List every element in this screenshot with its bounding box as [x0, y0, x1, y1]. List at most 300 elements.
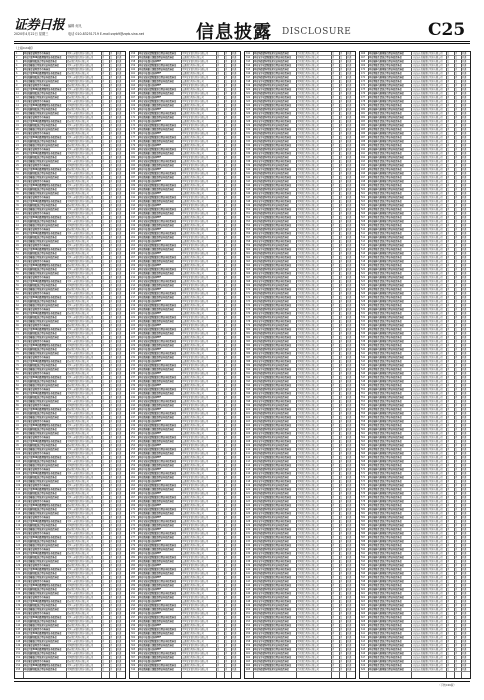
- flag-cell: 否: [332, 408, 339, 412]
- flag-cell: 否: [217, 600, 224, 604]
- flag-cell: 开通: [117, 516, 126, 520]
- row-seq: 440: [246, 568, 253, 572]
- flag-cell: 否: [332, 608, 339, 612]
- custodian-name: 兴业银行股份有限公司: [297, 52, 331, 56]
- fund-name: 华安现金富利货币市场基金: [24, 548, 66, 552]
- flag-cell: 否: [217, 112, 224, 116]
- flag-cell: 否: [332, 152, 339, 156]
- flag-cell: 否: [110, 332, 116, 336]
- flag-cell: 是: [340, 520, 346, 524]
- flag-cell: 开通: [347, 80, 356, 84]
- custodian-name: 中国农业银行股份有限公司: [182, 292, 216, 296]
- flag-cell: 开通: [347, 476, 356, 480]
- flag-cell: 开通: [347, 92, 356, 96]
- flag-cell: 开通: [117, 500, 126, 504]
- flag-cell: 开通: [462, 624, 471, 628]
- flag-cell: 是: [102, 140, 109, 144]
- flag-cell: 是: [217, 476, 224, 480]
- row-seq: 266: [131, 492, 138, 496]
- row-seq: 498: [361, 180, 368, 184]
- custodian-name: 中国工商银行股份有限公司: [67, 280, 101, 284]
- fund-name: 华安现金富利货币市场基金: [24, 468, 66, 472]
- flag-cell: 开通: [347, 608, 356, 612]
- flag-cell: 开通: [117, 620, 126, 624]
- flag-cell: 否: [455, 460, 461, 464]
- custodian-name: 中国工商银行股份有限公司: [67, 220, 101, 224]
- flag-cell: 是: [217, 116, 224, 120]
- flag-cell: 是: [332, 348, 339, 352]
- custodian-name: 中国建设银行股份有限公司: [67, 404, 101, 408]
- flag-cell: 否: [217, 160, 224, 164]
- flag-cell: 是: [332, 516, 339, 520]
- flag-cell: 开通: [117, 424, 126, 428]
- row-seq: 299: [131, 624, 138, 628]
- flag-cell: 开通: [232, 192, 241, 196]
- custodian-name: 上海浦东发展银行股份有限公司: [412, 208, 446, 212]
- row-seq: 540: [361, 348, 368, 352]
- row-seq: 347: [246, 196, 253, 200]
- flag-cell: 是: [225, 264, 231, 268]
- flag-cell: 是: [340, 112, 346, 116]
- custodian-name: 交通银行股份有限公司: [182, 432, 216, 436]
- flag-cell: 否: [217, 648, 224, 652]
- fund-name: 华安中证细分医药ETF: [139, 528, 181, 532]
- flag-cell: 开通: [347, 532, 356, 536]
- flag-cell: 否: [447, 152, 454, 156]
- fund-name: 华安现金富利货币市场基金: [24, 84, 66, 88]
- flag-cell: 是: [447, 564, 454, 568]
- fund-name: 华安安享灵活配置混合型证券投资基金: [254, 552, 296, 556]
- flag-cell: 是: [447, 148, 454, 152]
- flag-cell: 开通: [117, 400, 126, 404]
- flag-cell: 否: [225, 516, 231, 520]
- custodian-name: 中国银行股份有限公司: [297, 376, 331, 380]
- flag-cell: 是: [225, 192, 231, 196]
- custodian-name: 交通银行股份有限公司: [182, 576, 216, 580]
- custodian-name: 交通银行股份有限公司: [182, 560, 216, 564]
- custodian-name: 中国农业银行股份有限公司: [182, 92, 216, 96]
- fund-name: 华安添颐混合型发起式证券投资基金: [24, 96, 66, 100]
- custodian-name: 中国农业银行股份有限公司: [182, 148, 216, 152]
- continuation-caption: （上接C24版）: [14, 46, 35, 50]
- flag-cell: 否: [455, 380, 461, 384]
- custodian-name: 中国建设银行股份有限公司: [67, 380, 101, 384]
- custodian-name: 兴业银行股份有限公司: [297, 492, 331, 496]
- row-seq: 271: [131, 512, 138, 516]
- flag-cell: 否: [225, 212, 231, 216]
- flag-cell: 否: [225, 188, 231, 192]
- row-seq: 394: [246, 384, 253, 388]
- flag-cell: 否: [110, 148, 116, 152]
- flag-cell: 是: [340, 552, 346, 556]
- flag-cell: 开通: [462, 288, 471, 292]
- flag-cell: 否: [332, 88, 339, 92]
- custodian-name: 招商银行股份有限公司: [67, 312, 101, 316]
- flag-cell: 开通: [117, 480, 126, 484]
- flag-cell: 否: [340, 348, 346, 352]
- custodian-name: 中国建设银行股份有限公司: [67, 284, 101, 288]
- custodian-name: 中国农业银行股份有限公司: [182, 660, 216, 664]
- row-seq: 345: [246, 188, 253, 192]
- flag-cell: 是: [332, 268, 339, 272]
- flag-cell: 否: [102, 432, 109, 436]
- flag-cell: 是: [447, 308, 454, 312]
- flag-cell: 是: [340, 592, 346, 596]
- flag-cell: 是: [225, 216, 231, 220]
- flag-cell: 否: [332, 224, 339, 228]
- custodian-name: 中国银行股份有限公司: [297, 176, 331, 180]
- flag-cell: 开通: [462, 336, 471, 340]
- fund-name: 华安中证细分医药ETF: [139, 468, 181, 472]
- fund-name: 华安安康灵活配置混合型证券投资基金: [139, 244, 181, 248]
- flag-cell: 开通: [232, 164, 241, 168]
- flag-cell: 是: [340, 384, 346, 388]
- flag-cell: 否: [455, 596, 461, 600]
- custodian-name: 上海浦东发展银行股份有限公司: [412, 632, 446, 636]
- flag-cell: 否: [332, 176, 339, 180]
- flag-cell: 否: [340, 412, 346, 416]
- fund-name: 华安安享灵活配置混合型证券投资基金: [254, 296, 296, 300]
- flag-cell: 开通: [347, 604, 356, 608]
- fund-name: 华安添颐混合型发起式证券投资基金: [24, 208, 66, 212]
- flag-cell: 否: [102, 216, 109, 220]
- custodian-name: 中国农业银行股份有限公司: [182, 348, 216, 352]
- flag-cell: 否: [332, 640, 339, 644]
- row-seq: 202: [131, 236, 138, 240]
- flag-cell: 是: [340, 304, 346, 308]
- custodian-name: 上海浦东发展银行股份有限公司: [412, 232, 446, 236]
- row-seq: 399: [246, 404, 253, 408]
- flag-cell: 开通: [347, 528, 356, 532]
- row-seq: 357: [246, 236, 253, 240]
- flag-cell: 开通: [462, 460, 471, 464]
- fund-name: 华安安康灵活配置混合型证券投资基金: [139, 400, 181, 404]
- row-seq: 248: [131, 420, 138, 424]
- fund-name: 华安安享灵活配置混合型证券投资基金: [254, 272, 296, 276]
- fund-name: 华安智能生活混合型证券投资基金: [369, 56, 411, 60]
- row-seq: 63: [16, 300, 23, 304]
- fund-name: 华安安康灵活配置混合型证券投资基金: [139, 136, 181, 140]
- flag-cell: 开通: [232, 464, 241, 468]
- flag-cell: 是: [225, 256, 231, 260]
- custodian-name: 上海浦东发展银行股份有限公司: [412, 180, 446, 184]
- custodian-name: 中国银行股份有限公司: [297, 104, 331, 108]
- flag-cell: 是: [217, 292, 224, 296]
- fund-name: 华安纯债债券型发起式证券投资基金: [254, 252, 296, 256]
- row-seq: 259: [131, 464, 138, 468]
- flag-cell: 开通: [232, 520, 241, 524]
- row-seq: 269: [131, 504, 138, 508]
- flag-cell: 否: [455, 484, 461, 488]
- row-seq: 343: [246, 180, 253, 184]
- flag-cell: 是: [217, 388, 224, 392]
- row-seq: 313: [246, 60, 253, 64]
- flag-cell: 开通: [347, 408, 356, 412]
- flag-cell: 否: [455, 564, 461, 568]
- custodian-name: 上海浦东发展银行股份有限公司: [412, 524, 446, 528]
- row-seq: 261: [131, 472, 138, 476]
- flag-cell: 开通: [347, 72, 356, 76]
- fund-name: 华安媒体互联网混合型证券投资基金: [369, 60, 411, 64]
- flag-cell: 开通: [232, 564, 241, 568]
- flag-cell: 是: [332, 588, 339, 592]
- custodian-name: 兴业银行股份有限公司: [297, 572, 331, 576]
- custodian-name: 上海浦东发展银行股份有限公司: [412, 492, 446, 496]
- row-seq: 443: [246, 580, 253, 584]
- flag-cell: 是: [217, 548, 224, 552]
- fund-name: 华安现金富利货币市场基金: [24, 196, 66, 200]
- flag-cell: 是: [217, 76, 224, 80]
- flag-cell: 是: [332, 148, 339, 152]
- flag-cell: 开通: [117, 600, 126, 604]
- flag-cell: 开通: [117, 100, 126, 104]
- flag-cell: 开通: [232, 76, 241, 80]
- flag-cell: 开通: [462, 424, 471, 428]
- flag-cell: 是: [102, 452, 109, 456]
- flag-cell: 否: [340, 188, 346, 192]
- custodian-name: 中国农业银行股份有限公司: [182, 532, 216, 536]
- flag-cell: 是: [447, 124, 454, 128]
- custodian-name: 上海浦东发展银行股份有限公司: [412, 312, 446, 316]
- flag-cell: 是: [340, 96, 346, 100]
- flag-cell: 否: [455, 556, 461, 560]
- flag-cell: 否: [217, 248, 224, 252]
- fund-name: 华安智能生活混合型证券投资基金: [369, 456, 411, 460]
- flag-cell: 是: [102, 108, 109, 112]
- flag-cell: 开通: [462, 120, 471, 124]
- flag-cell: 开通: [117, 380, 126, 384]
- row-seq: 338: [246, 160, 253, 164]
- flag-cell: 否: [102, 120, 109, 124]
- flag-cell: 否: [110, 276, 116, 280]
- flag-cell: 是: [225, 392, 231, 396]
- flag-cell: 是: [332, 548, 339, 552]
- flag-cell: 是: [332, 52, 339, 56]
- row-seq: 100: [16, 448, 23, 452]
- flag-cell: 否: [455, 500, 461, 504]
- custodian-name: 中国农业银行股份有限公司: [182, 116, 216, 120]
- custodian-name: 中国农业银行股份有限公司: [182, 324, 216, 328]
- flag-cell: 是: [455, 256, 461, 260]
- flag-cell: 否: [340, 60, 346, 64]
- flag-cell: 开通: [117, 128, 126, 132]
- row-seq: 241: [131, 392, 138, 396]
- flag-cell: 开通: [347, 600, 356, 604]
- fund-name: 华安安享灵活配置混合型证券投资基金: [254, 64, 296, 68]
- row-seq: 111: [16, 492, 23, 496]
- flag-cell: 否: [340, 236, 346, 240]
- fund-name: 华安添颐混合型发起式证券投资基金: [24, 512, 66, 516]
- flag-cell: 开通: [117, 572, 126, 576]
- flag-cell: 否: [455, 444, 461, 448]
- custodian-name: 兴业银行股份有限公司: [297, 580, 331, 584]
- flag-cell: 是: [447, 468, 454, 472]
- flag-cell: 是: [447, 596, 454, 600]
- custodian-name: 中国工商银行股份有限公司: [67, 484, 101, 488]
- flag-cell: 否: [217, 456, 224, 460]
- flag-cell: 是: [225, 384, 231, 388]
- fund-name: 华安媒体互联网混合型证券投资基金: [369, 404, 411, 408]
- fund-name: 华安沪深300指数增强型证券投资基金: [24, 264, 66, 268]
- flag-cell: 是: [447, 460, 454, 464]
- row-seq: 34: [16, 184, 23, 188]
- custodian-name: 中国农业银行股份有限公司: [182, 388, 216, 392]
- flag-cell: 开通: [232, 400, 241, 404]
- flag-cell: 开通: [347, 196, 356, 200]
- custodian-name: 上海浦东发展银行股份有限公司: [412, 332, 446, 336]
- flag-cell: 是: [110, 576, 116, 580]
- fund-name: 华安纯债债券型发起式证券投资基金: [254, 356, 296, 360]
- row-seq: 277: [131, 536, 138, 540]
- flag-cell: 是: [340, 56, 346, 60]
- row-seq: 290: [131, 588, 138, 592]
- fund-name: 华安智能生活混合型证券投资基金: [369, 544, 411, 548]
- flag-cell: 是: [102, 428, 109, 432]
- flag-cell: 开通: [462, 504, 471, 508]
- flag-cell: 否: [217, 176, 224, 180]
- custodian-name: 中国银行股份有限公司: [297, 64, 331, 68]
- fund-name: 华安媒体互联网混合型证券投资基金: [369, 236, 411, 240]
- row-seq: 398: [246, 400, 253, 404]
- flag-cell: 是: [102, 636, 109, 640]
- flag-cell: 开通: [117, 236, 126, 240]
- custodian-name: 中国建设银行股份有限公司: [67, 320, 101, 324]
- fund-name: 华安现金富利货币市场基金: [24, 52, 66, 56]
- fund-name: 华安媒体互联网混合型证券投资基金: [369, 108, 411, 112]
- fund-name: 华安媒体互联网混合型证券投资基金: [369, 372, 411, 376]
- fund-name: 华安智能生活混合型证券投资基金: [369, 424, 411, 428]
- fund-name: 华安安享灵活配置混合型证券投资基金: [254, 240, 296, 244]
- row-seq: 234: [131, 364, 138, 368]
- custodian-name: 交通银行股份有限公司: [182, 312, 216, 316]
- flag-cell: 是: [217, 132, 224, 136]
- flag-cell: 否: [225, 340, 231, 344]
- flag-cell: 开通: [117, 144, 126, 148]
- flag-cell: 是: [332, 76, 339, 80]
- row-seq: 538: [361, 340, 368, 344]
- flag-cell: 否: [332, 248, 339, 252]
- row-seq: 255: [131, 448, 138, 452]
- flag-cell: 开通: [232, 276, 241, 280]
- fund-name: 华安添颐混合型发起式证券投资基金: [24, 128, 66, 132]
- row-seq: 281: [131, 552, 138, 556]
- flag-cell: 开通: [117, 588, 126, 592]
- flag-cell: 否: [217, 496, 224, 500]
- fund-name: 华安智能生活混合型证券投资基金: [369, 312, 411, 316]
- fund-name: 华安中证细分医药ETF: [139, 384, 181, 388]
- flag-cell: 是: [217, 348, 224, 352]
- flag-cell: 开通: [117, 356, 126, 360]
- fund-name: 华安中证细分医药ETF: [139, 552, 181, 556]
- flag-cell: 开通: [462, 612, 471, 616]
- flag-cell: 开通: [117, 204, 126, 208]
- flag-cell: 开通: [232, 52, 241, 56]
- fund-name: 华安智能生活混合型证券投资基金: [369, 328, 411, 332]
- flag-cell: 是: [455, 432, 461, 436]
- flag-cell: 开通: [347, 264, 356, 268]
- flag-cell: 否: [110, 164, 116, 168]
- flag-cell: 是: [225, 536, 231, 540]
- fund-name: 华安中证细分医药ETF: [139, 216, 181, 220]
- flag-cell: 否: [102, 264, 109, 268]
- fund-name: 华安添颐混合型发起式证券投资基金: [24, 528, 66, 532]
- flag-cell: 否: [455, 148, 461, 152]
- row-seq: 316: [246, 72, 253, 76]
- row-seq: 382: [246, 336, 253, 340]
- row-seq: 524: [361, 284, 368, 288]
- row-seq: 62: [16, 296, 23, 300]
- row-seq: 602: [361, 596, 368, 600]
- fund-name: 华安安康灵活配置混合型证券投资基金: [139, 460, 181, 464]
- flag-cell: 是: [110, 264, 116, 268]
- flag-cell: 是: [455, 264, 461, 268]
- custodian-name: 中国工商银行股份有限公司: [67, 316, 101, 320]
- fund-name: 华安安康灵活配置混合型证券投资基金: [139, 208, 181, 212]
- fund-name: 华安安享灵活配置混合型证券投资基金: [254, 88, 296, 92]
- custodian-name: 上海浦东发展银行股份有限公司: [412, 76, 446, 80]
- flag-cell: 是: [110, 640, 116, 644]
- fund-name: 华安安康灵活配置混合型证券投资基金: [139, 64, 181, 68]
- custodian-name: 中国农业银行股份有限公司: [182, 540, 216, 544]
- custodian-name: 交通银行股份有限公司: [182, 400, 216, 404]
- fund-name: 华安纯债债券型发起式证券投资基金: [254, 428, 296, 432]
- row-seq: 597: [361, 576, 368, 580]
- custodian-name: 上海浦东发展银行股份有限公司: [412, 260, 446, 264]
- flag-cell: 是: [102, 292, 109, 296]
- flag-cell: 开通: [347, 468, 356, 472]
- flag-cell: 是: [340, 72, 346, 76]
- row-seq: 283: [131, 560, 138, 564]
- row-seq: 279: [131, 544, 138, 548]
- custodian-name: 中国银行股份有限公司: [297, 72, 331, 76]
- flag-cell: 开通: [232, 68, 241, 72]
- flag-cell: 否: [447, 232, 454, 236]
- flag-cell: 否: [455, 332, 461, 336]
- flag-cell: 开通: [347, 52, 356, 56]
- flag-cell: 开通: [232, 120, 241, 124]
- flag-cell: 是: [225, 160, 231, 164]
- fund-name: 华安新丝路主题股票型证券投资基金: [139, 464, 181, 468]
- flag-cell: 否: [332, 352, 339, 356]
- flag-cell: 否: [447, 480, 454, 484]
- flag-cell: 开通: [347, 300, 356, 304]
- flag-cell: 是: [110, 224, 116, 228]
- flag-cell: 否: [332, 104, 339, 108]
- flag-cell: 开通: [117, 576, 126, 580]
- fund-name: 华安纯债债券型发起式证券投资基金: [254, 588, 296, 592]
- flag-cell: 是: [110, 216, 116, 220]
- fund-name: 华安沪深300指数增强型证券投资基金: [24, 248, 66, 252]
- custodian-name: 交通银行股份有限公司: [182, 448, 216, 452]
- flag-cell: 是: [102, 604, 109, 608]
- flag-cell: 开通: [462, 420, 471, 424]
- custodian-name: 中国农业银行股份有限公司: [182, 404, 216, 408]
- fund-name: 华安纯债债券型发起式证券投资基金: [254, 564, 296, 568]
- custodian-name: 中国银行股份有限公司: [297, 584, 331, 588]
- flag-cell: 是: [217, 620, 224, 624]
- flag-cell: 开通: [232, 328, 241, 332]
- flag-cell: 开通: [462, 620, 471, 624]
- flag-cell: 开通: [232, 596, 241, 600]
- flag-cell: 开通: [232, 488, 241, 492]
- row-seq: 377: [246, 316, 253, 320]
- row-seq: 227: [131, 336, 138, 340]
- flag-cell: 是: [217, 380, 224, 384]
- flag-cell: 否: [110, 628, 116, 632]
- flag-cell: 否: [455, 244, 461, 248]
- flag-cell: 否: [340, 228, 346, 232]
- row-seq: 170: [131, 108, 138, 112]
